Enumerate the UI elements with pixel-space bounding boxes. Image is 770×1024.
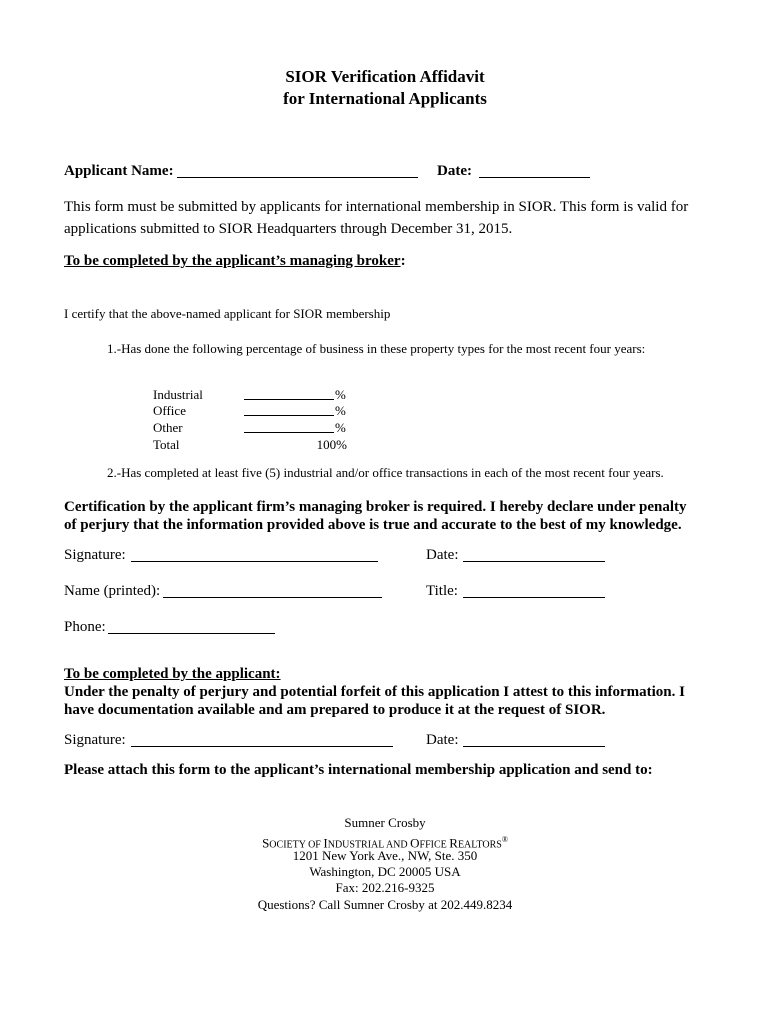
total-label: Total	[153, 437, 180, 452]
broker-signature-label: Signature:	[64, 547, 126, 563]
form-title-line2: for International Applicants	[283, 89, 487, 108]
form-title-line1: SIOR Verification Affidavit	[285, 67, 485, 86]
broker-signature-field[interactable]	[131, 548, 378, 562]
header-date-label: Date:	[437, 163, 472, 179]
broker-phone-field[interactable]	[108, 620, 275, 634]
applicant-name-field[interactable]	[177, 164, 418, 178]
industrial-percent-sign: %	[335, 387, 346, 402]
broker-declaration-line1: Certification by the applicant firm’s managing broker is required. I hereby declare under penalty	[64, 499, 687, 515]
org-part: OCIETY OF	[269, 839, 324, 851]
org-part: NDUSTRIAL AND	[327, 839, 411, 851]
intro-line1: This form must be submitted by applicants for international membership in SIOR. This form is valid for	[64, 199, 689, 215]
applicant-name-label: Applicant Name:	[64, 163, 174, 179]
broker-declaration-line2: of perjury that the information provided above is true and accurate to the best of my knowledge.	[64, 517, 682, 533]
broker-heading-text: To be completed by the applicant’s managing broker	[64, 253, 401, 269]
address-line2: Washington, DC 20005 USA	[309, 864, 461, 879]
broker-title-field[interactable]	[463, 584, 605, 598]
item1-statement: 1.-Has done the following percentage of business in these property types for the most recent four years:	[107, 341, 646, 356]
total-value: 100%	[316, 437, 347, 452]
certify-statement: I certify that the above-named applicant for SIOR membership	[64, 306, 391, 321]
industrial-percent-field[interactable]	[244, 387, 334, 400]
applicant-attest-line1: Under the penalty of perjury and potential forfeit of this application I attest to this information. I	[64, 684, 685, 700]
broker-date-field[interactable]	[463, 548, 605, 562]
org-part: I	[323, 835, 328, 851]
office-percent-sign: %	[335, 403, 346, 418]
org-part: EALTORS	[457, 839, 502, 851]
questions-contact: Questions? Call Sumner Crosby at 202.449.8234	[257, 897, 513, 912]
industrial-label: Industrial	[153, 387, 203, 402]
broker-phone-label: Phone:	[64, 619, 106, 635]
broker-name-field[interactable]	[163, 584, 382, 598]
broker-date-label: Date:	[426, 547, 459, 563]
broker-heading-colon: :	[400, 253, 406, 269]
broker-section-heading	[64, 253, 406, 270]
item2-statement: 2.-Has completed at least five (5) industrial and/or office transactions in each of the most recent four years.	[107, 465, 664, 480]
registered-mark: ®	[501, 835, 508, 844]
applicant-section-heading: To be completed by the applicant:	[64, 666, 281, 682]
applicant-date-label: Date:	[426, 732, 459, 748]
applicant-date-field[interactable]	[463, 733, 605, 747]
office-percent-field[interactable]	[244, 403, 334, 416]
org-part: S	[262, 835, 270, 851]
applicant-signature-field[interactable]	[131, 733, 393, 747]
intro-line2: applications submitted to SIOR Headquarters through December 31, 2015.	[64, 221, 513, 237]
fax-number: Fax: 202.216-9325	[335, 880, 435, 895]
applicant-attest-line2: have documentation available and am prepared to produce it at the request of SIOR.	[64, 702, 606, 718]
other-label: Other	[153, 420, 183, 435]
other-percent-sign: %	[335, 420, 346, 435]
org-part: FFICE	[419, 839, 450, 851]
attach-instruction: Please attach this form to the applicant’s international membership application and send to:	[64, 762, 653, 778]
header-date-field[interactable]	[479, 164, 590, 178]
applicant-signature-label: Signature:	[64, 732, 126, 748]
broker-name-label: Name (printed):	[64, 583, 161, 599]
org-part: R	[449, 835, 458, 851]
office-label: Office	[153, 403, 186, 418]
other-percent-field[interactable]	[244, 420, 334, 433]
org-part: O	[410, 835, 420, 851]
address-line1: 1201 New York Ave., NW, Ste. 350	[292, 848, 478, 863]
contact-name: Sumner Crosby	[344, 815, 426, 830]
broker-title-label: Title:	[426, 583, 458, 599]
